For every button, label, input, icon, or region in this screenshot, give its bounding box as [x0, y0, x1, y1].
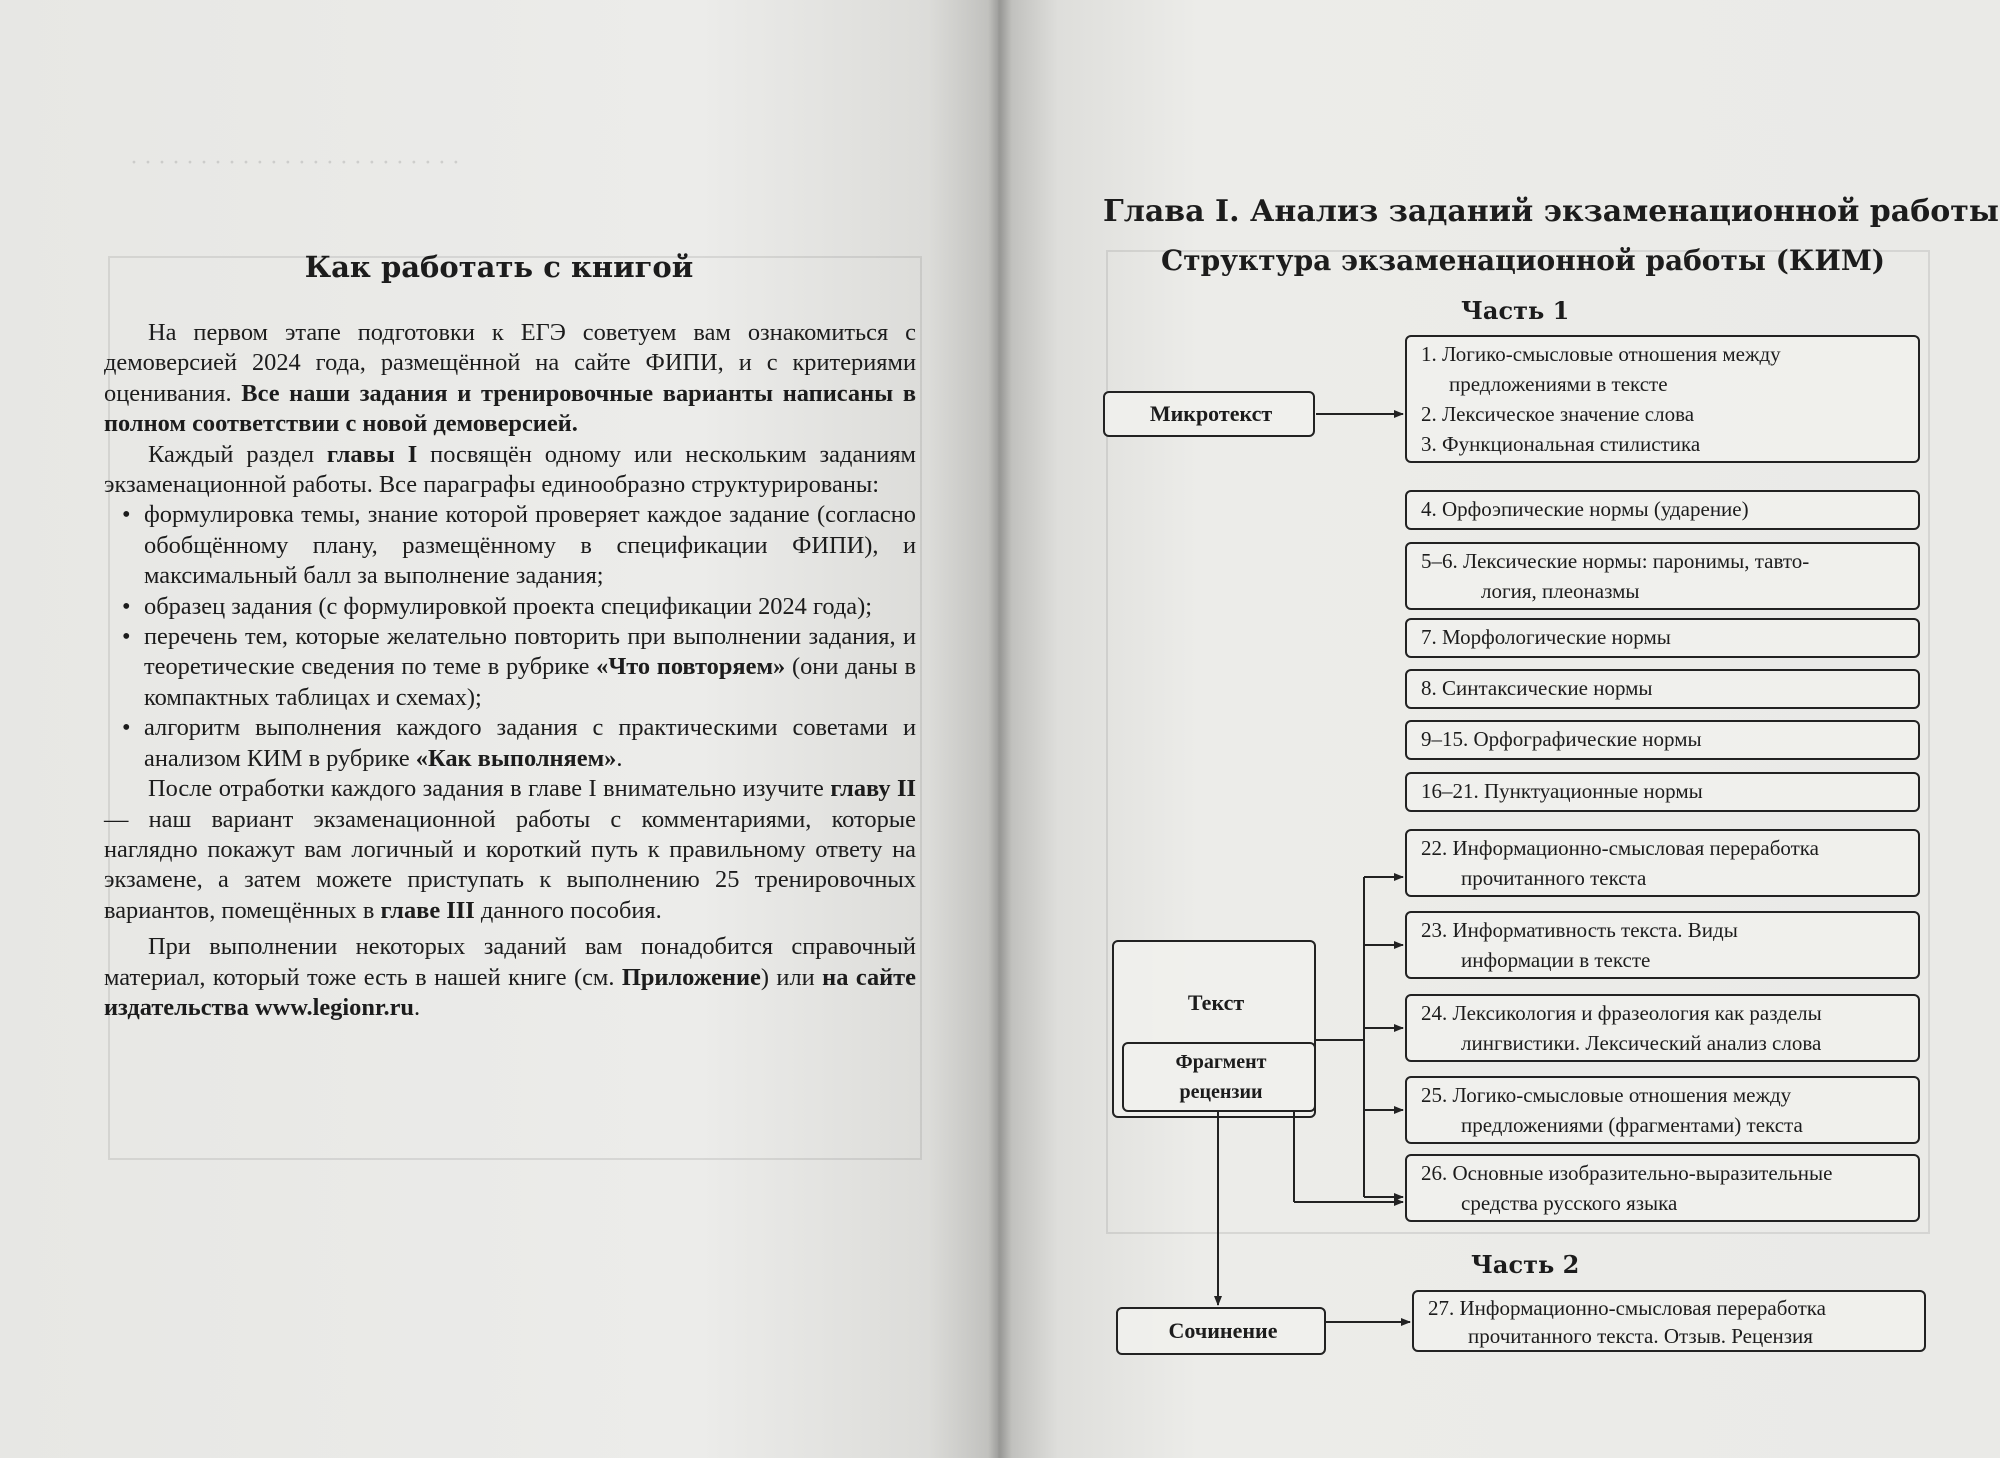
body-text	[104, 318, 916, 1023]
task-box-27	[1412, 1290, 1926, 1352]
part-2-label: Часть 2	[1471, 1250, 1580, 1279]
bold-fragment: «Как выполняем»	[415, 744, 617, 772]
bullet-item-1: • формулировка темы, знание которой проверяет каждое задание (согласно обобщённому плану, размещённому в спецификации ФИПИ), и максимальный балл за выполнение задания;	[144, 500, 916, 591]
task-line: 25. Логико-смысловые отношения между	[1421, 1083, 1792, 1107]
bold-fragment: главу II	[830, 775, 917, 803]
bold-fragment: главе III	[380, 896, 475, 924]
review-fragment-box	[1122, 1042, 1316, 1112]
chapter-subtitle: Структура экзаменационной работы (КИМ)	[1160, 244, 1886, 277]
task-line: предложениями в тексте	[1449, 372, 1668, 396]
paragraph-3: После отработки каждого задания в главе I внимательно изучите главу II — наш вариант экзаменационной работы с комментариями, которые наглядно покажут вам логичный и короткий путь к правильному ответу на экзамене, а затем можете приступать к выполнению 25 тренировочных вариантов, помещённых в главе III данного пособия.	[104, 775, 917, 924]
bullet-item-3: • перечень тем, которые желательно повторить при выполнении задания, и теоретические сведения по теме в рубрике «Что повторяем» (они даны в компактных таблицах и схемах);	[144, 622, 916, 713]
bleed-through-text: · · · · · · · · · · · · · · · · · · · · · · · ·	[130, 150, 460, 176]
task-line: 22. Информационно-смысловая переработка	[1421, 836, 1819, 860]
task-line: информации в тексте	[1461, 948, 1651, 972]
paragraph-1: На первом этапе подготовки к ЕГЭ советуем вам ознакомиться с демоверсией 2024 года, размещённой на сайте ФИПИ, и с критериями оценивания. Все наши задания и тренировочные варианты написаны в полном соответствии с новой демоверсией.	[104, 319, 916, 438]
task-line: 24. Лексикология и фразеология как разделы	[1421, 1001, 1822, 1025]
essay-label: Сочинение	[1168, 1318, 1278, 1343]
task-line: 1. Логико-смысловые отношения между	[1421, 342, 1781, 366]
bold-fragment: Приложение	[621, 963, 761, 991]
task-line: 27. Информационно-смысловая переработка	[1428, 1296, 1826, 1320]
task-line: лингвистики. Лексический анализ слова	[1461, 1031, 1822, 1055]
task-line: 3. Функциональная стилистика	[1421, 432, 1701, 456]
bullet-item-4: • алгоритм выполнения каждого задания с практическими советами и анализом КИМ в рубрике «Как выполняем».	[144, 713, 916, 774]
task-box-7	[1405, 618, 1920, 658]
task-box-16-21	[1405, 772, 1920, 812]
task-line: 16–21. Пунктуационные нормы	[1421, 779, 1703, 803]
task-box-8	[1405, 669, 1920, 709]
microtext-box	[1103, 391, 1315, 437]
text-label: Текст	[1187, 990, 1245, 1015]
task-box-25	[1405, 1076, 1920, 1144]
bold-fragment: Все наши задания и тренировочные варианты написаны в полном соответствии с новой демоверсией.	[104, 379, 916, 438]
task-line: прочитанного текста. Отзыв. Рецензия	[1468, 1324, 1813, 1348]
task-box-4	[1405, 490, 1920, 530]
task-line: 2. Лексическое значение слова	[1421, 402, 1695, 426]
task-line: предложениями (фрагментами) текста	[1461, 1113, 1803, 1137]
task-box-5-6	[1405, 542, 1920, 610]
task-line: 4. Орфоэпические нормы (ударение)	[1421, 497, 1749, 521]
bullet-list	[104, 500, 916, 774]
bold-fragment: на сайте издательства www.legionr.ru	[104, 963, 916, 1021]
task-line: логия, плеоназмы	[1481, 579, 1640, 603]
task-box-26	[1405, 1154, 1920, 1222]
paragraph-2: Каждый раздел главы I посвящён одному или нескольким заданиям экзаменационной работы. Все параграфы единообразно структурированы:	[104, 440, 916, 499]
task-box-9-15	[1405, 720, 1920, 760]
task-box-23	[1405, 911, 1920, 979]
bullet-item-2: • образец задания (с формулировкой проекта спецификации 2024 года);	[144, 592, 916, 622]
part-1-label: Часть 1	[1461, 296, 1570, 325]
book-spine	[988, 0, 1012, 1458]
task-line: средства русского языка	[1461, 1191, 1678, 1215]
review-fragment-label-line-2: рецензии	[1179, 1081, 1263, 1103]
task-line: 9–15. Орфографические нормы	[1421, 727, 1702, 751]
essay-box	[1116, 1307, 1326, 1355]
page-heading: Как работать с книгой	[304, 250, 694, 284]
task-line: 7. Морфологические нормы	[1421, 625, 1671, 649]
review-fragment-label-line-1: Фрагмент	[1175, 1051, 1267, 1073]
task-line: 8. Синтаксические нормы	[1421, 676, 1653, 700]
microtext-label: Микротекст	[1149, 401, 1273, 426]
task-line: 5–6. Лексические нормы: паронимы, тавто-	[1421, 549, 1810, 573]
bold-fragment: главы I	[326, 440, 418, 468]
chapter-title: Глава I. Анализ заданий экзаменационной работы	[1103, 194, 1999, 229]
paragraph-4: При выполнении некоторых заданий вам понадобится справочный материал, который тоже есть в нашей книге (см. Приложение) или на сайте издательства www.legionr.ru.	[104, 933, 916, 1021]
task-line: прочитанного текста	[1461, 866, 1647, 890]
bold-fragment: «Что повторяем»	[596, 653, 786, 681]
left-page	[0, 0, 998, 1458]
task-box-22	[1405, 829, 1920, 897]
task-line: 23. Информативность текста. Виды	[1421, 918, 1738, 942]
task-line: 26. Основные изобразительно-выразительные	[1421, 1161, 1833, 1185]
task-box-1-3	[1405, 335, 1920, 463]
task-box-24	[1405, 994, 1920, 1062]
